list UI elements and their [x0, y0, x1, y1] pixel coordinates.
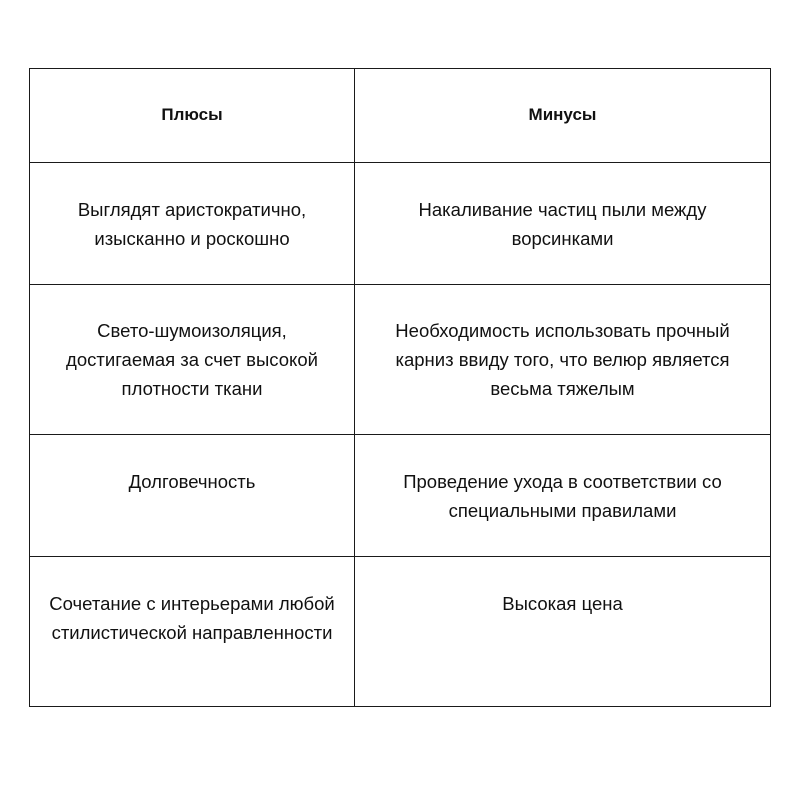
header-row	[30, 69, 771, 163]
pro-cell: Выглядят аристократично, изысканно и роскошно	[30, 163, 355, 285]
con-cell: Необходимость использовать прочный карниз ввиду того, что велюр является весьма тяжелым	[355, 285, 771, 435]
table-row	[30, 163, 771, 285]
con-cell: Проведение ухода в соответствии со специальными правилами	[355, 435, 771, 557]
pros-header: Плюсы	[30, 69, 355, 163]
pros-cons-table-container	[29, 68, 770, 707]
pro-cell: Долговечность	[30, 435, 355, 557]
table-row	[30, 435, 771, 557]
table-row	[30, 285, 771, 435]
table-row	[30, 557, 771, 707]
con-cell: Накаливание частиц пыли между ворсинками	[355, 163, 771, 285]
pros-cons-table	[29, 68, 771, 707]
pro-cell: Сочетание с интерьерами любой стилистической направленности	[30, 557, 355, 707]
con-cell: Высокая цена	[355, 557, 771, 707]
cons-header: Минусы	[355, 69, 771, 163]
pro-cell: Свето-шумоизоляция, достигаемая за счет высокой плотности ткани	[30, 285, 355, 435]
